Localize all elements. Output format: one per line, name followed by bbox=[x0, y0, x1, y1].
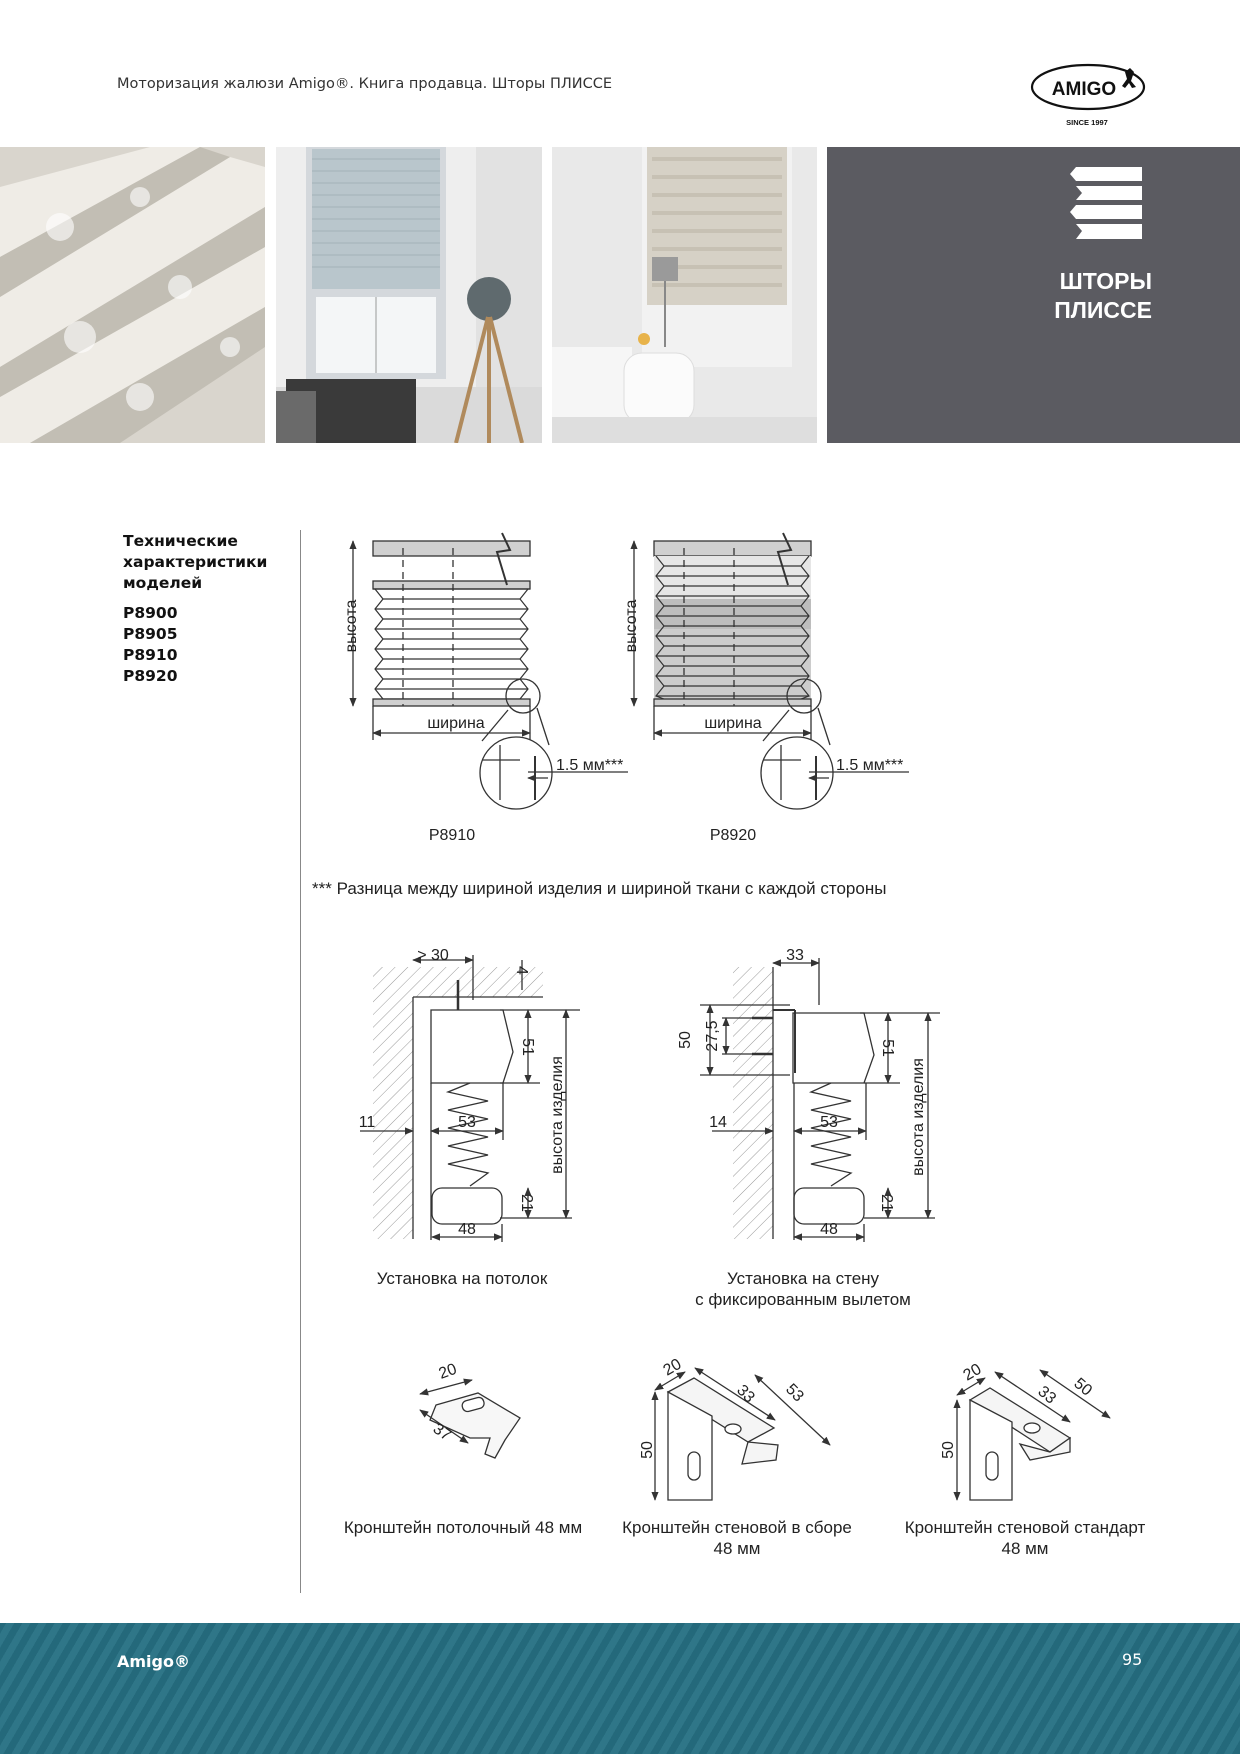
dim-bracket-c-37: 37 bbox=[429, 1420, 455, 1445]
dim-bracket-wa-53: 53 bbox=[782, 1380, 807, 1406]
footer-brand: Amigo® bbox=[117, 1652, 190, 1671]
height-wall: высота изделия bbox=[910, 1058, 927, 1176]
dim-bracket-ws-50a: 50 bbox=[1070, 1375, 1095, 1400]
model-label-p8920: P8920 bbox=[709, 827, 757, 844]
footnote: *** Разница между шириной изделия и шириной ткани с каждой стороны bbox=[312, 879, 887, 898]
dim-ceiling-53: 53 bbox=[458, 1114, 476, 1131]
model-item: P8900 bbox=[123, 604, 178, 622]
logo-since: SINCE 1997 bbox=[1066, 118, 1108, 127]
model-label-p8910: P8910 bbox=[428, 827, 476, 844]
dim-bracket-c-20: 20 bbox=[436, 1360, 460, 1383]
dim-wall-14: 14 bbox=[709, 1114, 727, 1131]
dim-ceiling-4: 4 bbox=[513, 966, 530, 975]
dim-ceiling-11: 11 bbox=[358, 1114, 376, 1131]
caption-wall-bracket-assembled-1: Кронштейн стеновой в сборе bbox=[622, 1518, 852, 1537]
ceiling-bracket-drawing bbox=[420, 1380, 520, 1458]
width-label-b: ширина bbox=[704, 715, 762, 732]
height-ceiling: высота изделия bbox=[549, 1056, 566, 1174]
dim-wall-21: 21 bbox=[878, 1194, 895, 1212]
dim-bracket-wa-33: 33 bbox=[733, 1381, 758, 1407]
dim-ceiling-30: > 30 bbox=[417, 947, 449, 964]
dim-ceiling-21: 21 bbox=[518, 1194, 535, 1212]
height-label-b: высота bbox=[623, 599, 640, 653]
dim-bracket-wa-50: 50 bbox=[639, 1441, 656, 1459]
caption-wall-mount-1: Установка на стену bbox=[726, 1269, 880, 1288]
spec-heading-line2: характеристики bbox=[123, 553, 268, 571]
logo-text: AMIGO bbox=[1051, 79, 1117, 100]
dim-wall-27-5: 27,5 bbox=[704, 1020, 721, 1052]
spec-heading-line1: Технические bbox=[123, 532, 238, 550]
spec-heading-line3: моделей bbox=[123, 574, 203, 592]
gap-label-b: 1.5 мм*** bbox=[836, 757, 904, 774]
caption-ceiling-mount: Установка на потолок bbox=[376, 1269, 548, 1288]
dim-wall-33: 33 bbox=[786, 947, 804, 964]
footer-bar bbox=[0, 1623, 1240, 1754]
dim-wall-51: 51 bbox=[879, 1039, 896, 1057]
wall-mount-diagram bbox=[700, 958, 940, 1242]
dim-bracket-ws-50b: 50 bbox=[940, 1441, 957, 1459]
dim-bracket-ws-33: 33 bbox=[1034, 1383, 1059, 1408]
caption-wall-mount-2: с фиксированным вылетом bbox=[695, 1290, 911, 1309]
model-item: P8910 bbox=[123, 646, 178, 664]
dim-ceiling-51: 51 bbox=[519, 1038, 536, 1056]
gap-label-a: 1.5 мм*** bbox=[556, 757, 624, 774]
ceiling-mount-diagram bbox=[360, 955, 580, 1242]
caption-wall-bracket-assembled-2: 48 мм bbox=[713, 1539, 761, 1558]
caption-wall-bracket-standard-1: Кронштейн стеновой стандарт bbox=[904, 1518, 1146, 1537]
dim-ceiling-48: 48 bbox=[458, 1221, 476, 1238]
dim-bracket-wa-20: 20 bbox=[660, 1355, 685, 1380]
banner-title-line1: ШТОРЫ bbox=[1059, 268, 1152, 294]
dim-wall-48: 48 bbox=[820, 1221, 838, 1238]
page-number: 95 bbox=[1122, 1650, 1143, 1669]
model-item: P8905 bbox=[123, 625, 178, 643]
dim-bracket-ws-20: 20 bbox=[960, 1360, 985, 1385]
width-label-a: ширина bbox=[427, 715, 485, 732]
header-title: Моторизация жалюзи Amigo®. Книга продавца. Шторы ПЛИССЕ bbox=[117, 76, 613, 92]
caption-ceiling-bracket: Кронштейн потолочный 48 мм bbox=[343, 1518, 583, 1537]
caption-wall-bracket-standard-2: 48 мм bbox=[1001, 1539, 1049, 1558]
model-item: P8920 bbox=[123, 667, 178, 685]
height-label-a: высота bbox=[343, 599, 360, 653]
dim-wall-53: 53 bbox=[820, 1114, 838, 1131]
dim-wall-50: 50 bbox=[677, 1031, 694, 1049]
banner-title-line2: ПЛИССЕ bbox=[1054, 297, 1152, 323]
